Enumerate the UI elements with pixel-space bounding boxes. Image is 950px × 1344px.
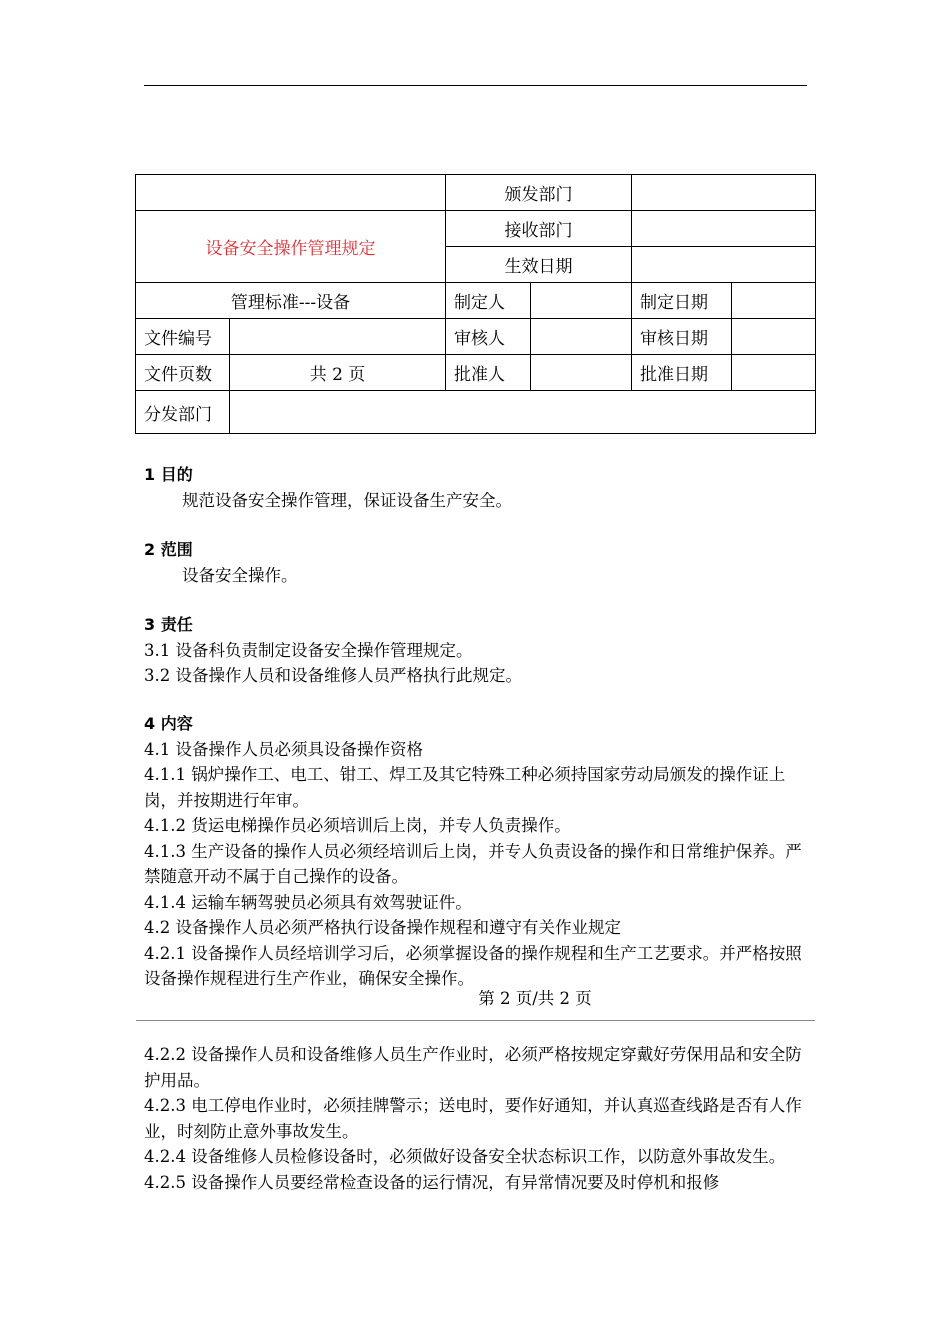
header-rule [144, 85, 807, 86]
page-break-rule [136, 1020, 815, 1021]
effective-date-label: 生效日期 [446, 247, 632, 283]
author-date-label: 制定日期 [632, 283, 732, 319]
paragraph: 3.1 设备科负责制定设备安全操作管理规定。 [144, 640, 473, 660]
paragraph: 4.1.1 锅炉操作工、电工、钳工、焊工及其它特殊工种必须持国家劳动局颁发的操作证上岗，并按期进行年审。 [144, 765, 786, 810]
pages-label: 文件页数 [136, 355, 230, 391]
effective-date-value [632, 247, 816, 283]
author-value [531, 283, 632, 319]
paragraph: 规范设备安全操作管理，保证设备生产安全。 [182, 490, 512, 510]
document-category: 管理标准---设备 [136, 283, 446, 319]
approve-date-value [732, 355, 816, 391]
paragraph: 4.2.4 设备维修人员检修设备时，必须做好设备安全状态标识工作，以防意外事故发生。 [144, 1147, 786, 1166]
section-responsibility [144, 612, 814, 689]
paragraph: 4.2 设备操作人员必须严格执行设备操作规程和遵守有关作业规定 [144, 918, 621, 937]
issue-dept-label: 颁发部门 [446, 175, 632, 211]
section-purpose [144, 462, 814, 513]
approver-label: 批准人 [446, 355, 531, 391]
approve-date-label: 批准日期 [632, 355, 732, 391]
receive-dept-value [632, 211, 816, 247]
blank-cell [136, 175, 446, 211]
author-label: 制定人 [446, 283, 531, 319]
distribution-value [230, 391, 816, 434]
paragraph: 4.2.5 设备操作人员要经常检查设备的运行情况，有异常情况要及时停机和报修 [144, 1172, 720, 1192]
distribution-label: 分发部门 [136, 391, 230, 434]
review-date-label: 审核日期 [632, 319, 732, 355]
paragraph: 设备安全操作。 [182, 565, 298, 585]
section-heading: 1 目的 [144, 465, 193, 484]
review-date-value [732, 319, 816, 355]
pages-value: 共 2 页 [230, 355, 446, 391]
reviewer-label: 审核人 [446, 319, 531, 355]
reviewer-value [531, 319, 632, 355]
paragraph: 3.2 设备操作人员和设备维修人员严格执行此规定。 [144, 666, 522, 685]
section-heading: 3 责任 [144, 615, 193, 634]
page2-content [144, 1042, 814, 1195]
paragraph: 4.1.3 生产设备的操作人员必须经培训后上岗，并专人负责设备的操作和日常维护保养。严禁随意开动不属于自己操作的设备。 [144, 841, 802, 886]
receive-dept-label: 接收部门 [446, 211, 632, 247]
approver-value [531, 355, 632, 391]
paragraph: 4.2.3 电工停电作业时，必须挂牌警示；送电时，要作好通知，并认真巡查线路是否有人作业，时刻防止意外事故发生。 [144, 1096, 802, 1141]
paragraph: 4.1 设备操作人员必须具设备操作资格 [144, 739, 423, 759]
paragraph: 4.1.4 运输车辆驾驶员必须具有效驾驶证件。 [144, 892, 472, 912]
author-date-value [732, 283, 816, 319]
section-content [144, 711, 814, 992]
doc-no-value [230, 319, 446, 355]
document-title: 设备安全操作管理规定 [136, 211, 446, 283]
paragraph: 4.1.2 货运电梯操作员必须培训后上岗，并专人负责操作。 [144, 816, 571, 835]
doc-no-label: 文件编号 [136, 319, 230, 355]
paragraph: 4.2.2 设备操作人员和设备维修人员生产作业时，必须严格按规定穿戴好劳保用品和安全防护用品。 [144, 1045, 802, 1090]
document-header-table [135, 174, 816, 434]
issue-dept-value [632, 175, 816, 211]
section-scope [144, 537, 814, 588]
paragraph: 4.2.1 设备操作人员经培训学习后，必须掌握设备的操作规程和生产工艺要求。并严格按照设备操作规程进行生产作业，确保安全操作。 [144, 943, 802, 988]
section-heading: 2 范围 [144, 540, 193, 559]
page-footer: 第 2 页/共 2 页 [478, 989, 592, 1008]
section-heading: 4 内容 [144, 714, 193, 733]
